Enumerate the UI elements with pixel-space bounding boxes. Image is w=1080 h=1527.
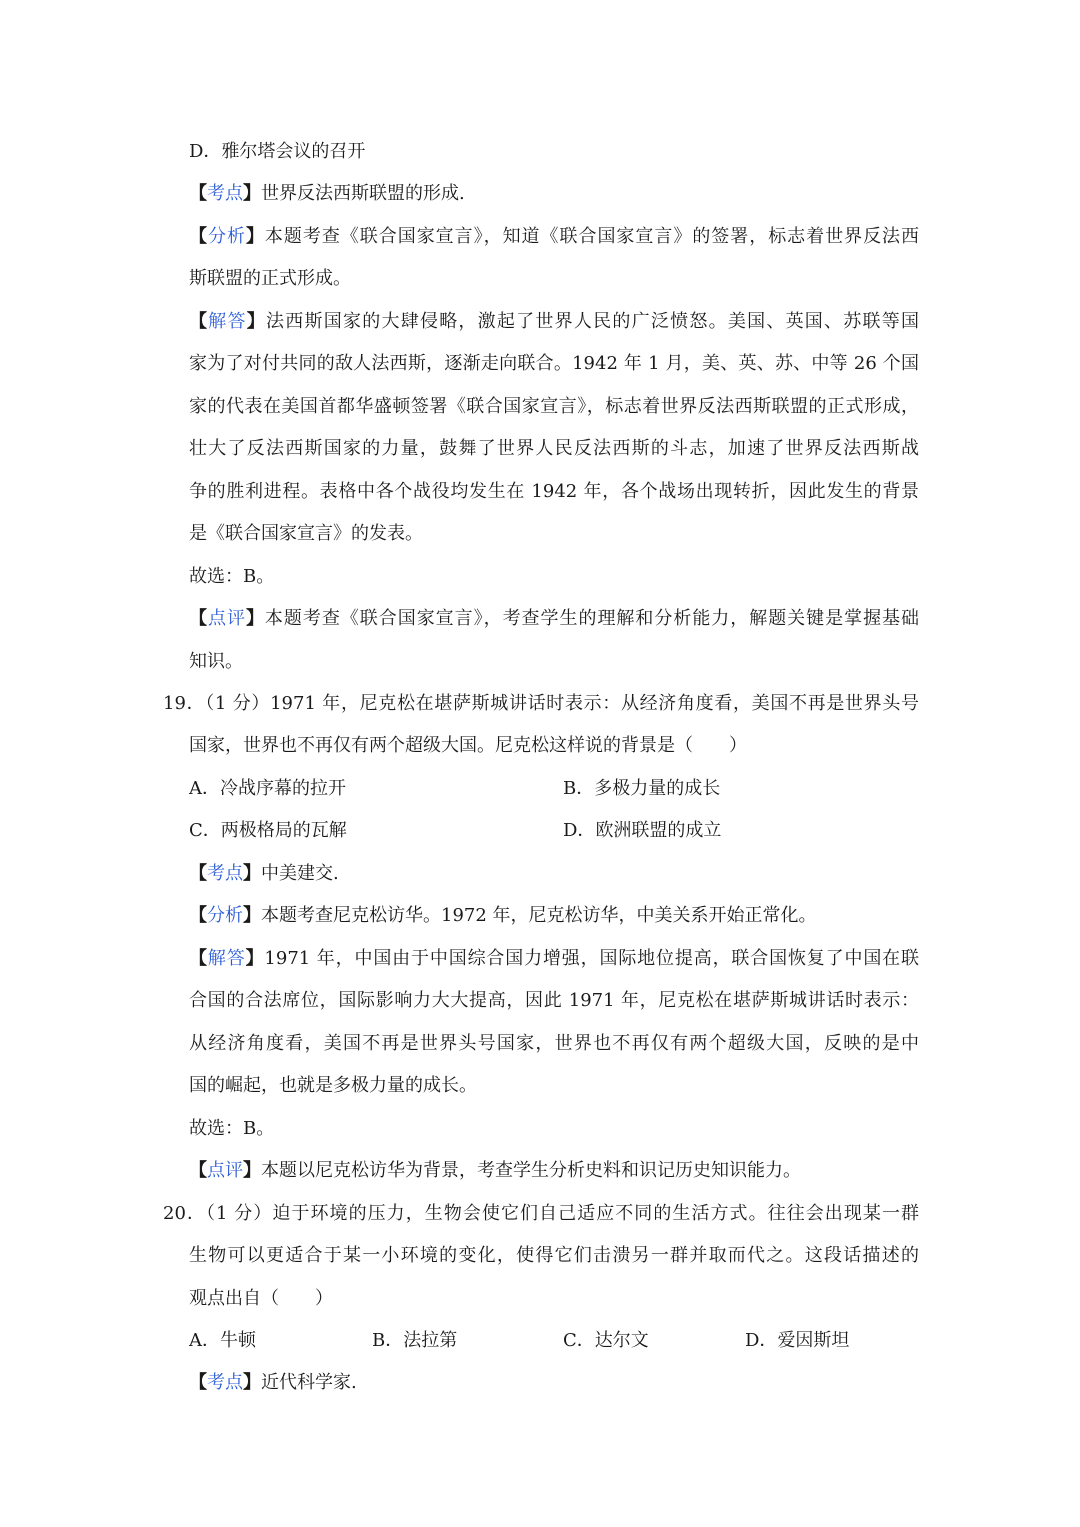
dianping-text: 本题以尼克松访华为背景，考查学生分析史料和识记历史知识能力。: [261, 1160, 801, 1181]
jieda-text: 法西斯国家的大肆侵略，激起了世界人民的广泛愤怒。美国、英国、苏联等国: [266, 311, 919, 332]
q20-option-c: C．达尔文: [563, 1330, 649, 1351]
q19-option-b: B．多极力量的成长: [563, 778, 721, 799]
kaodian-text: 世界反法西斯联盟的形成.: [261, 183, 465, 204]
q19-stem-line1: 19．（1 分）1971 年，尼克松在堪萨斯城讲话时表示：从经济角度看，美国不再是世界头号: [163, 693, 919, 714]
section-tag: 【点评】: [189, 608, 265, 629]
fenxi-text: 本题考查《联合国家宣言》，知道《联合国家宣言》的签署，标志着世界反法西: [264, 226, 919, 247]
section-tag: 【解答】: [189, 948, 265, 969]
fenxi-text: 本题考查尼克松访华。1972 年，尼克松访华，中美关系开始正常化。: [261, 905, 817, 926]
q20-stem-line3: 观点出自（ ）: [189, 1288, 333, 1309]
q19-dianping: [189, 1159, 919, 1183]
section-tag: 【解答】: [189, 311, 266, 332]
q20-option-a: A．牛顿: [189, 1330, 256, 1351]
q19-option-d: D．欧洲联盟的成立: [563, 820, 722, 841]
q20-option-d: D．爱因斯坦: [745, 1330, 850, 1351]
q18-jieda-line3: 家的代表在美国首都华盛顿签署《联合国家宣言》，标志着世界反法西斯联盟的正式形成，: [189, 396, 919, 417]
option-letter: D．: [189, 141, 222, 162]
q19-jieda-line3: 从经济角度看，美国不再是世界头号国家，世界也不再仅有两个超级大国，反映的是中: [189, 1033, 919, 1054]
q19-jieda-line4: 国的崛起，也就是多极力量的成长。: [189, 1075, 477, 1096]
q19-stem-line2: 国家，世界也不再仅有两个超级大国。尼克松这样说的背景是（ ）: [189, 735, 747, 756]
q18-fenxi-line1: [189, 225, 919, 249]
section-tag: 【考点】: [189, 863, 261, 884]
q18-fenxi-line2: 斯联盟的正式形成。: [189, 268, 351, 289]
q18-jieda-line4: 壮大了反法西斯国家的力量，鼓舞了世界人民反法西斯的斗志，加速了世界反法西斯战: [189, 438, 919, 459]
q19-fenxi: [189, 904, 919, 928]
q18-jieda-line1: [189, 310, 919, 334]
jieda-text: 1971 年，中国由于中国综合国力增强，国际地位提高，联合国恢复了中国在联: [264, 948, 919, 969]
q20-stem-line2: 生物可以更适合于某一小环境的变化，使得它们击溃另一群并取而代之。这段话描述的: [189, 1245, 919, 1266]
q19-jieda-line2: 合国的合法席位，国际影响力大大提高，因此 1971 年，尼克松在堪萨斯城讲话时表示：: [189, 990, 919, 1011]
q19-jieda-line1: [189, 947, 919, 971]
q18-dianping-line1: [189, 607, 919, 631]
q20-kaodian: [189, 1371, 919, 1395]
q18-kaodian: [189, 182, 919, 206]
q18-jieda-line2: 家为了对付共同的敌人法西斯，逐渐走向联合。1942 年 1 月，美、英、苏、中等 26 个国: [189, 353, 919, 374]
kaodian-text: 近代科学家.: [261, 1372, 357, 1393]
section-tag: 【考点】: [189, 183, 261, 204]
q20-stem-line1: 20．（1 分）迫于环境的压力，生物会使它们自己适应不同的生活方式。往往会出现某一群: [163, 1203, 919, 1224]
q18-jieda-line5: 争的胜利进程。表格中各个战役均发生在 1942 年，各个战场出现转折，因此发生的背景: [189, 481, 919, 502]
q20-option-b: B．法拉第: [372, 1330, 458, 1351]
kaodian-text: 中美建交.: [261, 863, 339, 884]
q19-kaodian: [189, 862, 919, 886]
q18-jieda-line6: 是《联合国家宣言》的发表。: [189, 523, 423, 544]
section-tag: 【分析】: [189, 226, 265, 247]
q19-answer: 故选：B。: [189, 1118, 275, 1139]
q19-option-c: C．两极格局的瓦解: [189, 820, 347, 841]
option-text: 雅尔塔会议的召开: [221, 141, 366, 162]
q18-dianping-line2: 知识。: [189, 651, 243, 672]
q18-answer: 故选：B。: [189, 566, 275, 587]
q19-option-a: A．冷战序幕的拉开: [189, 778, 346, 799]
section-tag: 【考点】: [189, 1372, 261, 1393]
section-tag: 【点评】: [189, 1160, 261, 1181]
section-tag: 【分析】: [189, 905, 261, 926]
q18-option-d: [189, 140, 919, 164]
dianping-text: 本题考查《联合国家宣言》，考查学生的理解和分析能力，解题关键是掌握基础: [264, 608, 919, 629]
